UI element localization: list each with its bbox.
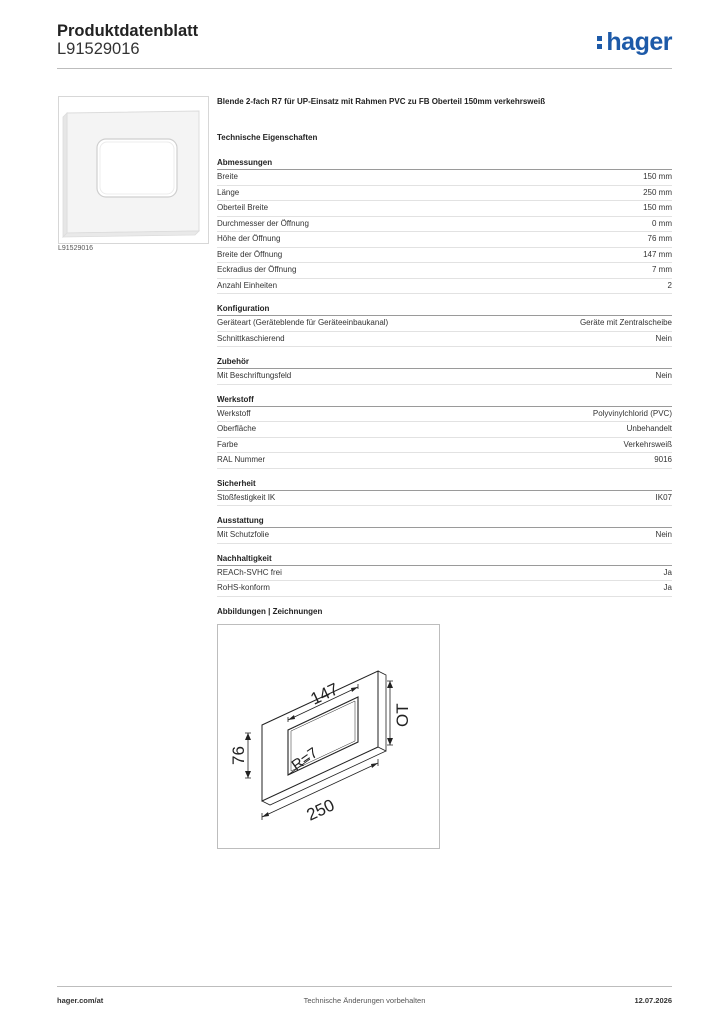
drawing-label-radius: R=7 xyxy=(288,743,322,774)
row-label: Werkstoff xyxy=(217,408,251,418)
table-row xyxy=(217,453,672,469)
row-value: 150 mm xyxy=(643,172,672,181)
row-value: 9016 xyxy=(654,455,672,464)
row-label: Oberteil Breite xyxy=(217,203,269,212)
logo-text: hager xyxy=(606,28,672,56)
row-label: Eckradius der Öffnung xyxy=(217,265,297,274)
table-row xyxy=(217,581,672,597)
table-row xyxy=(217,316,672,332)
table-row xyxy=(217,201,672,217)
product-image-caption: L91529016 xyxy=(58,245,94,252)
row-value: Nein xyxy=(655,371,672,380)
table-row xyxy=(217,217,672,233)
drawing-label-width: 147 xyxy=(307,678,342,709)
table-row xyxy=(217,332,672,348)
footer-website: hager.com/at xyxy=(57,996,104,1005)
row-value: Verkehrsweiß xyxy=(623,439,672,449)
hager-logo xyxy=(597,28,672,57)
images-drawings-heading: Abbildungen | Zeichnungen xyxy=(217,606,323,616)
table-row xyxy=(217,566,672,582)
row-label: RoHS-konform xyxy=(217,583,270,592)
row-value: Unbehandelt xyxy=(626,424,672,433)
drawing-label-height: 76 xyxy=(229,745,248,765)
product-photo-icon xyxy=(59,97,208,243)
technical-drawing xyxy=(217,624,440,849)
section-title: Ausstattung xyxy=(217,515,672,528)
row-label: Oberfläche xyxy=(217,424,257,433)
row-label: Anzahl Einheiten xyxy=(217,280,278,290)
technical-properties-heading: Technische Eigenschaften xyxy=(217,133,318,142)
section-equipment xyxy=(217,515,672,544)
section-title: Konfiguration xyxy=(217,303,672,316)
table-row xyxy=(217,528,672,544)
row-value: 2 xyxy=(667,280,672,290)
row-value: 147 mm xyxy=(643,249,672,259)
section-sustainability xyxy=(217,553,672,597)
row-value: 7 mm xyxy=(652,265,672,274)
row-value: 0 mm xyxy=(652,218,672,228)
table-row xyxy=(217,491,672,507)
drawing-label-length: 250 xyxy=(303,794,338,825)
row-value: 250 mm xyxy=(643,187,672,197)
product-description: Blende 2-fach R7 für UP-Einsatz mit Rahmen PVC zu FB Oberteil 150mm verkehrsweiß xyxy=(217,97,546,106)
section-title: Zubehör xyxy=(217,356,672,369)
product-image xyxy=(58,96,209,244)
header-divider xyxy=(57,68,672,69)
table-row xyxy=(217,369,672,385)
row-label: REACh-SVHC frei xyxy=(217,567,282,577)
row-value: Nein xyxy=(655,530,672,539)
section-title: Nachhaltigkeit xyxy=(217,553,672,566)
row-value: 150 mm xyxy=(643,203,672,212)
row-label: Höhe der Öffnung xyxy=(217,234,281,243)
table-row xyxy=(217,279,672,295)
section-safety xyxy=(217,478,672,507)
section-title: Werkstoff xyxy=(217,394,672,407)
row-label: RAL Nummer xyxy=(217,455,266,464)
row-label: Stoßfestigkeit IK xyxy=(217,492,276,502)
row-label: Schnittkaschierend xyxy=(217,333,285,343)
row-value: IK07 xyxy=(655,492,672,502)
section-title: Abmessungen xyxy=(217,157,672,170)
row-label: Breite der Öffnung xyxy=(217,249,283,259)
footer-date: 12.07.2026 xyxy=(634,996,672,1005)
row-label: Geräteart (Geräteblende für Geräteeinbaukanal) xyxy=(217,318,389,327)
product-details xyxy=(217,96,672,849)
row-value: Ja xyxy=(663,583,672,592)
table-row xyxy=(217,186,672,202)
row-value: Nein xyxy=(655,333,672,343)
page-header xyxy=(57,20,672,70)
section-dimensions xyxy=(217,157,672,294)
drawing-label-ot: OT xyxy=(393,702,412,727)
footer-divider xyxy=(57,986,672,987)
table-row xyxy=(217,407,672,423)
document-number: L91529016 xyxy=(57,40,140,58)
document-title: Produktdatenblatt xyxy=(57,22,199,40)
table-row xyxy=(217,263,672,279)
section-material xyxy=(217,394,672,469)
table-row xyxy=(217,248,672,264)
table-row xyxy=(217,232,672,248)
section-configuration xyxy=(217,303,672,347)
footer-disclaimer: Technische Änderungen vorbehalten xyxy=(303,996,426,1005)
section-accessories xyxy=(217,356,672,385)
table-row xyxy=(217,422,672,438)
table-row xyxy=(217,170,672,186)
row-value: Polyvinylchlorid (PVC) xyxy=(592,408,672,418)
row-label: Mit Schutzfolie xyxy=(217,530,270,539)
row-value: Geräte mit Zentralscheibe xyxy=(579,318,672,327)
row-label: Mit Beschriftungsfeld xyxy=(217,371,292,380)
table-row xyxy=(217,438,672,454)
row-label: Länge xyxy=(217,187,240,197)
row-label: Farbe xyxy=(217,439,238,449)
dimension-drawing-icon xyxy=(218,625,439,848)
row-label: Breite xyxy=(217,172,238,181)
logo-colon-icon xyxy=(597,31,603,51)
section-title: Sicherheit xyxy=(217,478,672,491)
row-label: Durchmesser der Öffnung xyxy=(217,218,309,228)
row-value: 76 mm xyxy=(647,234,672,243)
row-value: Ja xyxy=(663,567,672,577)
